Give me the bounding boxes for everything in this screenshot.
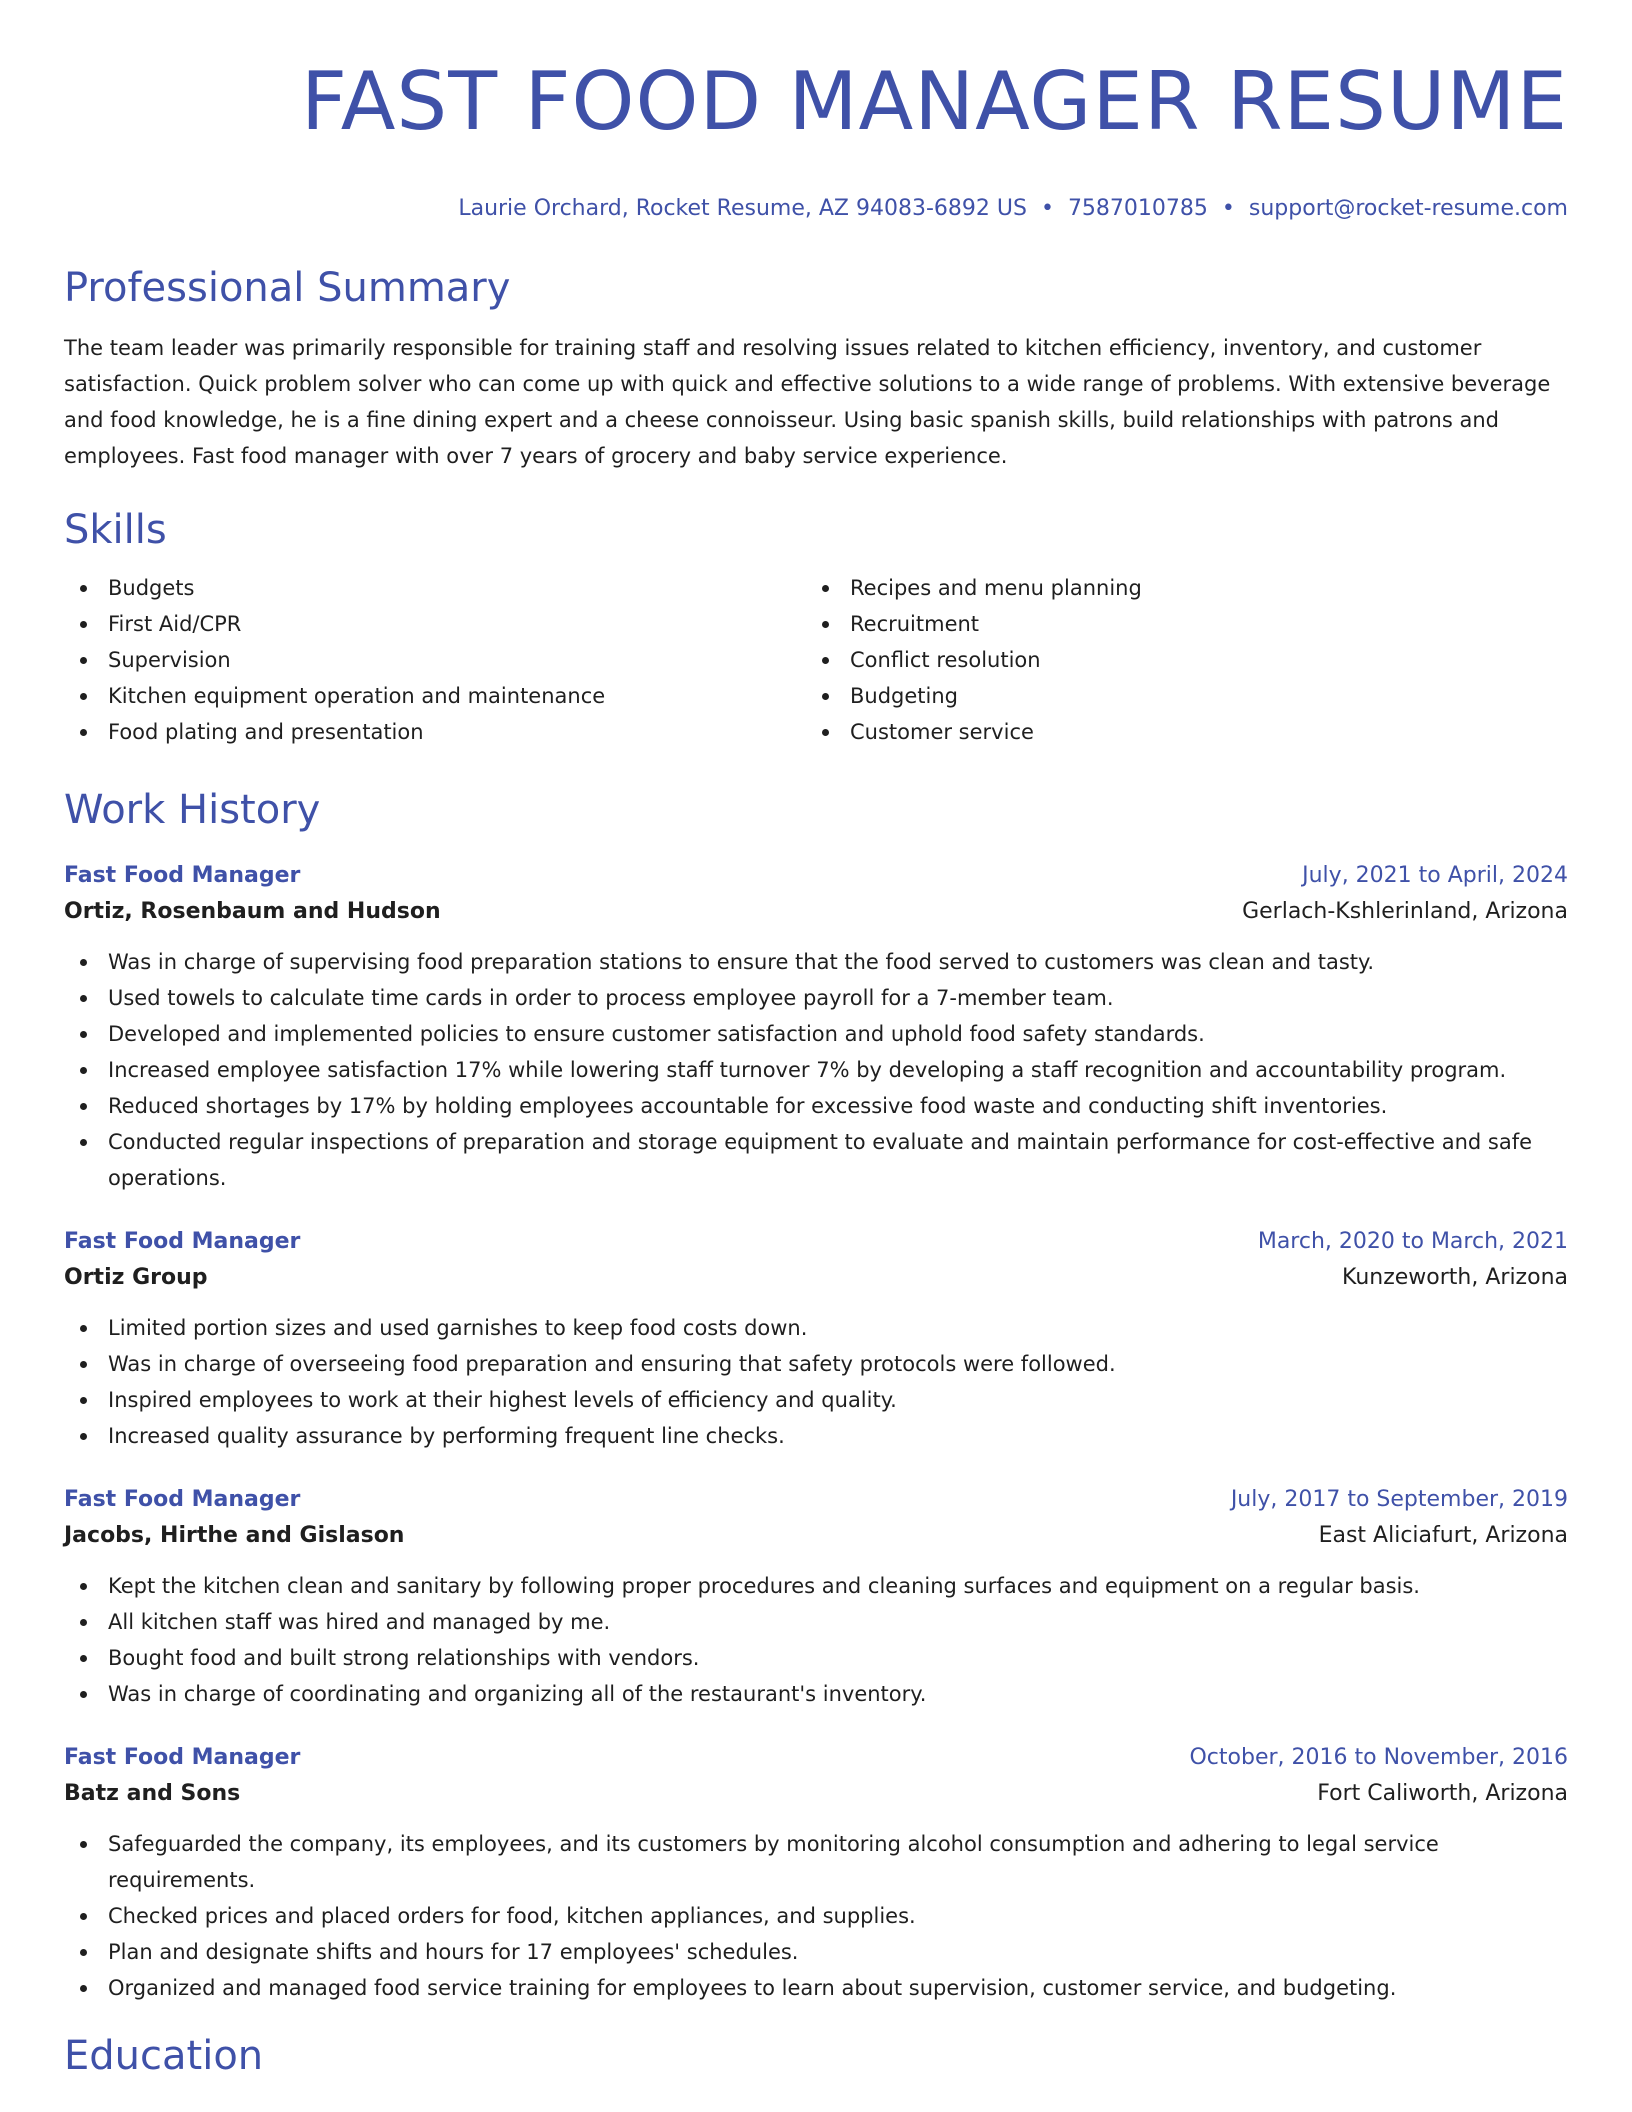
duty-item xyxy=(64,1346,1568,1382)
job-location: Fort Caliworth, Arizona xyxy=(1317,1781,1568,1806)
duty-text: Plan and designate shifts and hours for 17 employees' schedules. xyxy=(108,1940,799,1964)
bullet-icon xyxy=(822,693,829,700)
duty-item xyxy=(64,1016,1568,1052)
bullet-icon xyxy=(80,657,87,664)
skill-item xyxy=(64,678,806,714)
skill-item xyxy=(64,570,806,606)
job-company: Ortiz, Rosenbaum and Hudson xyxy=(64,899,441,924)
bullet-icon xyxy=(80,585,87,592)
duty-item xyxy=(64,1970,1568,2006)
skill-item xyxy=(64,714,806,750)
work-history-heading: Work History xyxy=(64,787,321,833)
job-entry xyxy=(64,1484,1568,1712)
job-duties xyxy=(64,1310,1568,1454)
job-location: Kunzeworth, Arizona xyxy=(1342,1265,1568,1290)
duty-text: Developed and implemented policies to ensure customer satisfaction and uphold food safety standards. xyxy=(108,1022,1205,1046)
bullet-icon xyxy=(80,1619,87,1626)
duty-item xyxy=(64,1898,1568,1934)
job-title: Fast Food Manager xyxy=(64,1745,301,1770)
bullet-icon xyxy=(822,729,829,736)
summary-text: The team leader was primarily responsible for training staff and resolving issues related to kitchen efficiency, inventory, and customer satisfaction. Quick problem solver who can come up with quick and effective solutions to a wide range of problems. With extensive beverage and food knowledge, he is a fine dining expert and a cheese connoisseur. Using basic spanish skills, build relationships with patrons and employees. Fast food manager with over 7 years of grocery and baby service experience. xyxy=(64,336,1551,468)
job-duties xyxy=(64,1826,1568,2006)
job-company: Batz and Sons xyxy=(64,1781,241,1806)
job-title: Fast Food Manager xyxy=(64,1229,301,1254)
skill-label: Customer service xyxy=(850,720,1034,744)
skill-label: Conflict resolution xyxy=(850,648,1041,672)
skill-label: Recruitment xyxy=(850,612,980,636)
skill-label: First Aid/CPR xyxy=(108,612,242,636)
duty-text: Used towels to calculate time cards in order to process employee payroll for a 7-member team. xyxy=(108,986,1114,1010)
contact-email: support@rocket-resume.com xyxy=(1248,196,1568,221)
bullet-icon xyxy=(822,585,829,592)
duty-text: Reduced shortages by 17% by holding employees accountable for excessive food waste and conducting shift inventories. xyxy=(108,1094,1388,1118)
job-location: Gerlach-Kshlerinland, Arizona xyxy=(1242,899,1568,924)
duty-text: Limited portion sizes and used garnishes to keep food costs down. xyxy=(108,1316,808,1340)
bullet-icon xyxy=(822,657,829,664)
contact-separator: • xyxy=(1221,196,1235,221)
job-entry xyxy=(64,1742,1568,2006)
bullet-icon xyxy=(822,621,829,628)
duty-text: Kept the kitchen clean and sanitary by following proper procedures and cleaning surfaces and equipment on a regular basis. xyxy=(108,1574,1420,1598)
skill-label: Budgets xyxy=(108,576,195,600)
skills-column-left xyxy=(64,570,806,750)
bullet-icon xyxy=(80,1913,87,1920)
bullet-icon xyxy=(80,621,87,628)
bullet-icon xyxy=(80,1949,87,1956)
job-location: East Aliciafurt, Arizona xyxy=(1318,1523,1568,1548)
skill-label: Kitchen equipment operation and maintenance xyxy=(108,684,606,708)
duty-item xyxy=(64,1676,1568,1712)
duty-text: Conducted regular inspections of preparation and storage equipment to evaluate and maintain performance for cost-effective and safe operations. xyxy=(108,1130,1533,1190)
duty-text: Was in charge of coordinating and organizing all of the restaurant's inventory. xyxy=(108,1682,927,1706)
bullet-icon xyxy=(80,1397,87,1404)
bullet-icon xyxy=(80,1655,87,1662)
duty-text: Bought food and built strong relationships with vendors. xyxy=(108,1646,700,1670)
duty-text: Increased employee satisfaction 17% while lowering staff turnover 7% by developing a staff recognition and accountability program. xyxy=(108,1058,1507,1082)
summary-heading: Professional Summary xyxy=(64,265,511,311)
job-duties xyxy=(64,1568,1568,1712)
duty-text: Was in charge of supervising food preparation stations to ensure that the food served to customers was clean and tasty. xyxy=(108,950,1375,974)
job-dates: July, 2021 to April, 2024 xyxy=(1302,863,1568,888)
bullet-icon xyxy=(80,1139,87,1146)
job-dates: October, 2016 to November, 2016 xyxy=(1189,1745,1568,1770)
bullet-icon xyxy=(80,1985,87,1992)
duty-item xyxy=(64,1568,1568,1604)
skills-heading: Skills xyxy=(64,507,167,553)
bullet-icon xyxy=(80,1067,87,1074)
duty-text: Was in charge of overseeing food preparation and ensuring that safety protocols were followed. xyxy=(108,1352,1116,1376)
job-company: Ortiz Group xyxy=(64,1265,208,1290)
duty-item xyxy=(64,1934,1568,1970)
duty-item xyxy=(64,1124,1568,1196)
skills-list xyxy=(64,570,1568,750)
duty-item xyxy=(64,1826,1568,1898)
bullet-icon xyxy=(80,729,87,736)
duty-text: Checked prices and placed orders for food, kitchen appliances, and supplies. xyxy=(108,1904,916,1928)
bullet-icon xyxy=(80,1841,87,1848)
contact-separator: • xyxy=(1040,196,1054,221)
skill-item xyxy=(806,606,1506,642)
resume-page xyxy=(64,0,1568,2082)
skill-label: Recipes and menu planning xyxy=(850,576,1142,600)
bullet-icon xyxy=(80,693,87,700)
skill-label: Food plating and presentation xyxy=(108,720,424,744)
duty-item xyxy=(64,1052,1568,1088)
duty-text: All kitchen staff was hired and managed by me. xyxy=(108,1610,611,1634)
duty-text: Organized and managed food service training for employees to learn about supervision, customer service, and budgeting. xyxy=(108,1976,1397,2000)
duty-item xyxy=(64,1310,1568,1346)
education-heading: Education xyxy=(64,2033,264,2079)
duty-item xyxy=(64,1382,1568,1418)
skill-label: Budgeting xyxy=(850,684,959,708)
job-dates: July, 2017 to September, 2019 xyxy=(1230,1487,1568,1512)
bullet-icon xyxy=(80,1691,87,1698)
bullet-icon xyxy=(80,959,87,966)
job-title: Fast Food Manager xyxy=(64,863,301,888)
bullet-icon xyxy=(80,1103,87,1110)
bullet-icon xyxy=(80,1031,87,1038)
skill-item xyxy=(806,642,1506,678)
skill-item xyxy=(806,678,1506,714)
job-company: Jacobs, Hirthe and Gislason xyxy=(64,1523,405,1548)
duty-item xyxy=(64,1604,1568,1640)
duty-item xyxy=(64,1088,1568,1124)
bullet-icon xyxy=(80,1361,87,1368)
job-entry xyxy=(64,1226,1568,1454)
job-dates: March, 2020 to March, 2021 xyxy=(1257,1229,1568,1254)
bullet-icon xyxy=(80,1433,87,1440)
bullet-icon xyxy=(80,1325,87,1332)
skill-item xyxy=(64,606,806,642)
duty-item xyxy=(64,980,1568,1016)
job-entry xyxy=(64,860,1568,1196)
skill-label: Supervision xyxy=(108,648,231,672)
duty-text: Increased quality assurance by performing frequent line checks. xyxy=(108,1424,785,1448)
bullet-icon xyxy=(80,995,87,1002)
skill-item xyxy=(64,642,806,678)
job-title: Fast Food Manager xyxy=(64,1487,301,1512)
bullet-icon xyxy=(80,1583,87,1590)
duty-item xyxy=(64,1640,1568,1676)
duty-text: Inspired employees to work at their highest levels of efficiency and quality. xyxy=(108,1388,897,1412)
job-duties xyxy=(64,944,1568,1196)
duty-text: Safeguarded the company, its employees, and its customers by monitoring alcohol consumption and adhering to legal service requirements. xyxy=(108,1832,1439,1892)
skill-item xyxy=(806,714,1506,750)
duty-item xyxy=(64,944,1568,980)
duty-item xyxy=(64,1418,1568,1454)
skills-column-right xyxy=(806,570,1506,750)
contact-phone: 7587010785 xyxy=(1067,196,1208,221)
contact-line xyxy=(64,194,1568,224)
contact-address: Laurie Orchard, Rocket Resume, AZ 94083-6892 US xyxy=(458,196,1027,221)
skill-item xyxy=(806,570,1506,606)
resume-title: FAST FOOD MANAGER RESUME xyxy=(301,55,1568,148)
